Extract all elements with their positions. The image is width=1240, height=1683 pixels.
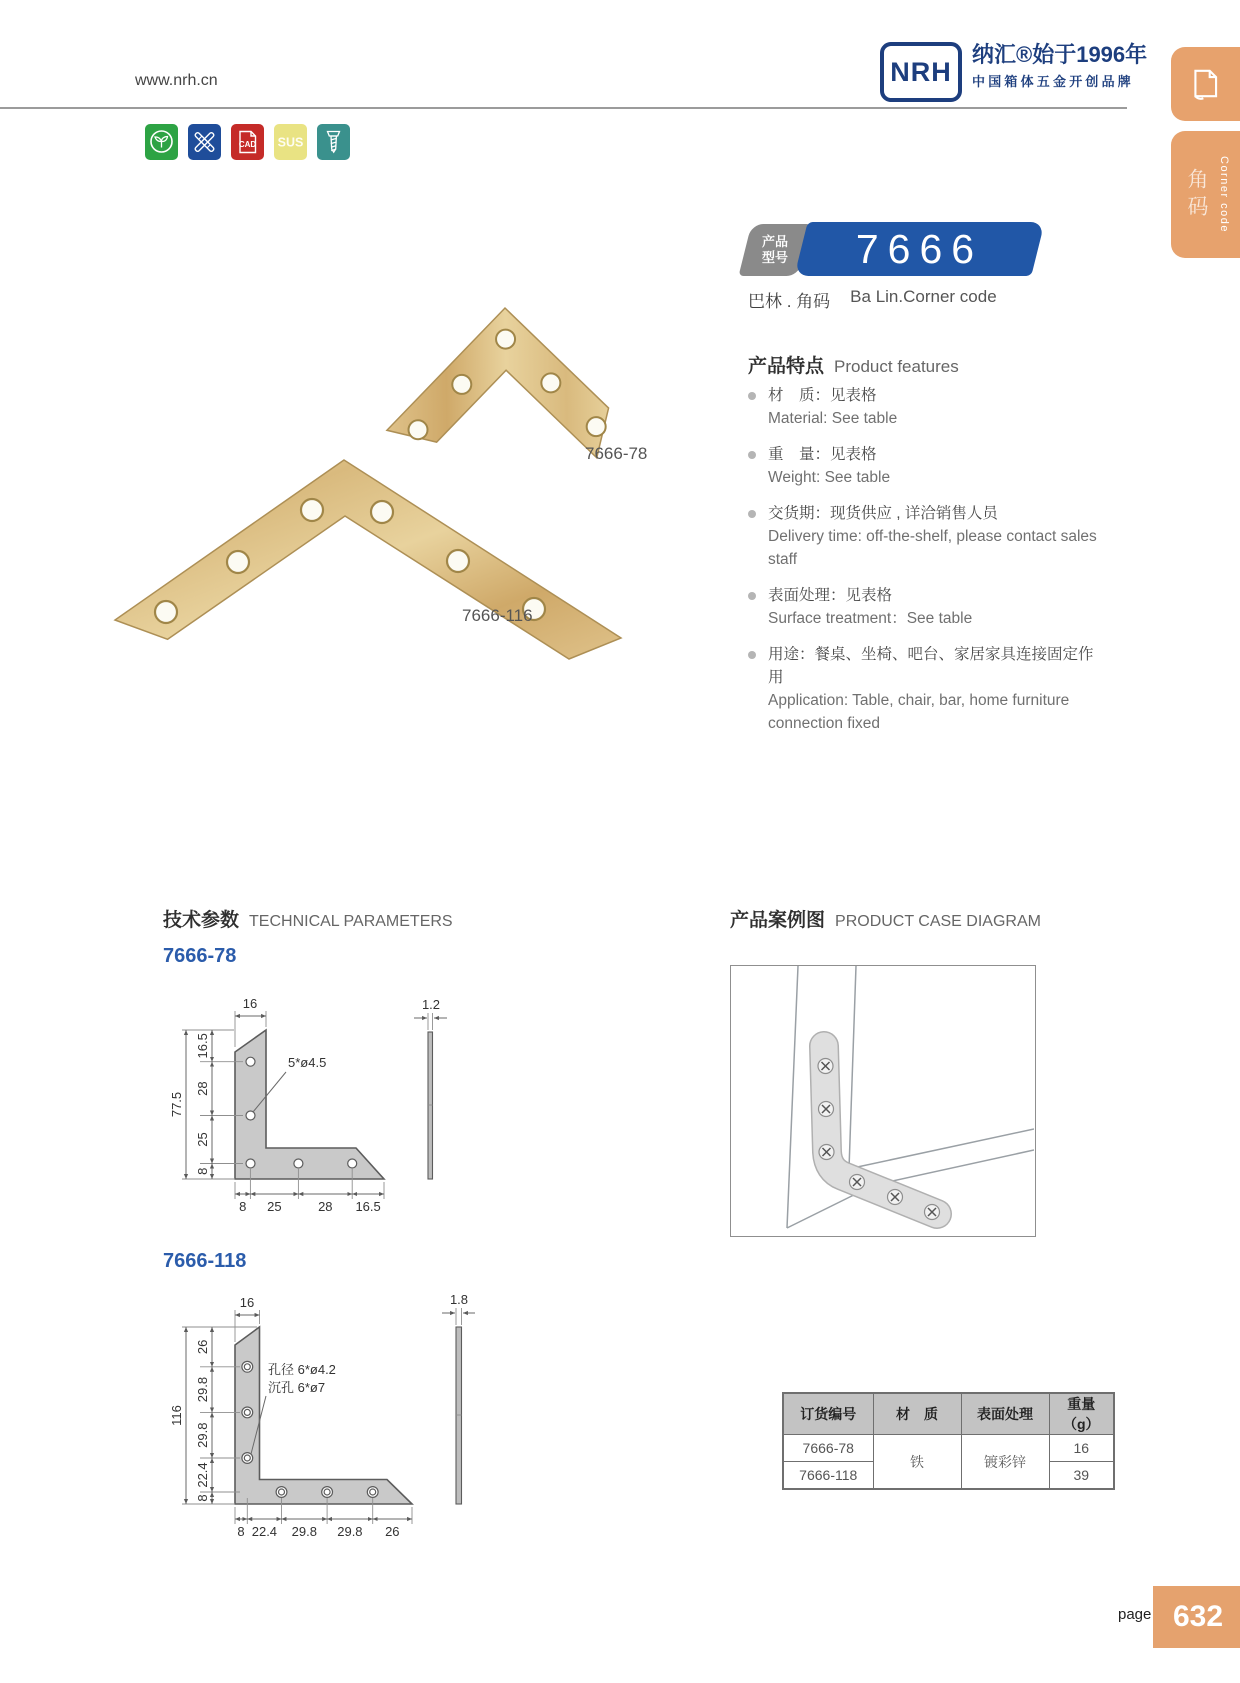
dim-label: 16	[239, 1295, 255, 1310]
col-order-no: 订货编号	[783, 1393, 873, 1435]
col-surface: 表面处理	[961, 1393, 1049, 1435]
screw-marker	[819, 1102, 834, 1117]
feature-text-en: Material: See table	[768, 410, 898, 427]
model-number: 7666	[855, 225, 984, 272]
cert-icon-row	[145, 124, 350, 160]
dim-label: 16.5	[195, 1033, 210, 1059]
bracket-7666-116	[115, 460, 621, 659]
feature-item	[748, 643, 1100, 735]
hole-note: 5*ø4.5	[288, 1055, 327, 1070]
drawing-1-outline	[235, 1030, 384, 1179]
dim-label: 77.5	[169, 1091, 184, 1118]
product-name-en: Ba Lin.Corner code	[850, 287, 997, 306]
feature-item	[748, 443, 1100, 489]
feature-item	[748, 502, 1100, 571]
spec-table-header-row	[783, 1393, 1114, 1435]
logo-mark: NRH	[880, 42, 962, 102]
logo-taglines	[972, 42, 1147, 90]
features-title-cn: 产品特点	[748, 356, 825, 377]
dim-label: 8	[237, 1524, 245, 1539]
screw-marker	[818, 1059, 833, 1074]
drawing-2-outline	[235, 1327, 412, 1504]
order-no-cell: 7666-118	[783, 1462, 873, 1490]
feature-bullet	[748, 651, 756, 659]
tools-icon-glyph	[188, 124, 221, 160]
dim-label: 26	[195, 1339, 210, 1355]
features-title-en: Product features	[834, 357, 959, 376]
drawing-2-side-view	[442, 1292, 475, 1504]
technical-title-en: TECHNICAL PARAMETERS	[249, 913, 453, 930]
brand-logo	[880, 42, 1147, 102]
model-badge	[794, 222, 1044, 276]
cad-icon-glyph	[231, 124, 264, 160]
sus-icon-glyph	[274, 124, 307, 160]
screw-marker	[819, 1145, 834, 1160]
eco-icon-glyph	[145, 124, 178, 160]
dim-label: 22.4	[195, 1462, 210, 1488]
dim-label: 16.5	[355, 1199, 381, 1214]
col-weight: 重量（g）	[1049, 1393, 1114, 1435]
table-row	[783, 1435, 1114, 1462]
model-badge-prefix-text	[762, 234, 788, 266]
feature-text-en: Delivery time: off-the-shelf, please contact sales staff	[768, 528, 1097, 568]
hole-note-1: 孔径 6*ø4.2	[268, 1362, 336, 1377]
category-label-en: Corner code	[1218, 155, 1230, 234]
dim-label: 25	[195, 1132, 210, 1147]
feature-item	[748, 584, 1100, 630]
dim-label: 29.8	[195, 1376, 210, 1403]
drawing-1-dimension-labels	[169, 996, 381, 1214]
product-photos	[100, 280, 670, 680]
feature-text-en: Weight: See table	[768, 469, 891, 486]
case-title	[730, 905, 1041, 932]
screw-marker	[925, 1205, 940, 1220]
dim-label: 22.4	[251, 1524, 278, 1539]
surface-cell: 镀彩锌	[961, 1435, 1049, 1490]
screw-marker	[888, 1190, 903, 1205]
weight-cell: 16	[1049, 1435, 1114, 1462]
dim-label: 26	[385, 1524, 400, 1539]
feature-bullet	[748, 510, 756, 518]
technical-title	[163, 905, 453, 932]
drawing-1-model: 7666-78	[163, 945, 237, 967]
dim-label: 29.8	[291, 1524, 317, 1539]
feature-text-cn: 重 量：见表格	[768, 446, 877, 463]
weight-cell: 39	[1049, 1462, 1114, 1490]
dim-label: 8	[239, 1199, 247, 1214]
tools-icon	[188, 124, 221, 160]
dim-label: 8	[195, 1494, 210, 1502]
footer-page-number: 632	[1173, 1600, 1224, 1633]
dim-label: 116	[169, 1405, 184, 1426]
dim-label: 29.8	[195, 1422, 210, 1448]
dim-label: 1.8	[449, 1292, 469, 1307]
footer-page-box	[1153, 1586, 1240, 1648]
feature-item	[748, 384, 1100, 430]
logo-tagline-2: 中国箱体五金开创品牌	[972, 74, 1135, 89]
drawing-7666-78	[160, 975, 640, 1215]
feature-text-cn: 材 质：见表格	[768, 387, 877, 404]
hole-note-2: 沉孔 6*ø7	[268, 1380, 326, 1395]
case-title-cn: 产品案例图	[730, 910, 826, 931]
features-list	[748, 384, 1100, 748]
feature-text-cn: 用途：餐桌、坐椅、吧台、家居家具连接固定作用	[768, 646, 1094, 686]
features-title	[748, 351, 959, 378]
dim-label: 1.2	[421, 997, 441, 1012]
feature-text-cn: 交货期：现货供应 , 详洽销售人员	[768, 505, 998, 522]
product-subtitle	[748, 287, 997, 312]
corner-bracket-illustration	[824, 1046, 937, 1214]
feature-bullet	[748, 392, 756, 400]
website-url: www.nrh.cn	[135, 72, 218, 89]
dim-label: 25	[267, 1199, 282, 1214]
side-tab-document	[1171, 47, 1240, 121]
sus-icon	[274, 124, 307, 160]
header-divider	[0, 107, 1127, 109]
technical-title-cn: 技术参数	[163, 910, 240, 931]
document-icon	[1188, 66, 1224, 102]
photo-label-116: 7666-116	[462, 606, 533, 625]
category-label-cn: 角码	[1185, 167, 1208, 222]
photo-label-78: 7666-78	[585, 444, 648, 463]
drawing-2-model: 7666-118	[163, 1250, 247, 1272]
eco-icon	[145, 124, 178, 160]
sus-icon-label: SUS	[277, 135, 304, 150]
badge-label-line2: 型号	[761, 250, 788, 265]
screw-icon	[317, 124, 350, 160]
feature-bullet	[748, 451, 756, 459]
product-name-cn: 巴林 . 角码	[748, 292, 831, 311]
feature-text-en: Surface treatment：See table	[768, 610, 973, 627]
order-no-cell: 7666-78	[783, 1435, 873, 1462]
feature-bullet	[748, 592, 756, 600]
dim-label: 16	[242, 996, 258, 1011]
feature-text-en: Application: Table, chair, bar, home furniture connection fixed	[768, 692, 1070, 732]
case-diagram-drawing	[731, 966, 1034, 1235]
dim-label: 28	[318, 1199, 333, 1214]
drawing-1-side-view	[414, 997, 447, 1179]
drawing-7666-118	[160, 1280, 640, 1545]
col-material: 材 质	[873, 1393, 961, 1435]
material-cell: 铁	[873, 1435, 961, 1490]
screw-icon-glyph	[317, 124, 350, 160]
dim-label: 28	[195, 1081, 210, 1096]
feature-text-cn: 表面处理：见表格	[768, 587, 893, 604]
screw-marker	[850, 1175, 865, 1190]
spec-table	[782, 1392, 1115, 1490]
case-title-en: PRODUCT CASE DIAGRAM	[835, 913, 1041, 930]
footer-page-label: page	[1118, 1606, 1152, 1623]
cad-icon-label: CAD	[238, 140, 257, 149]
logo-tagline-1: 纳汇®始于1996年	[972, 42, 1148, 67]
case-diagram-box	[730, 965, 1036, 1237]
badge-label-line1: 产品	[761, 234, 788, 249]
dim-label: 29.8	[337, 1524, 363, 1539]
side-tab-category	[1171, 131, 1240, 258]
cad-icon	[231, 124, 264, 160]
dim-label: 8	[195, 1167, 210, 1175]
